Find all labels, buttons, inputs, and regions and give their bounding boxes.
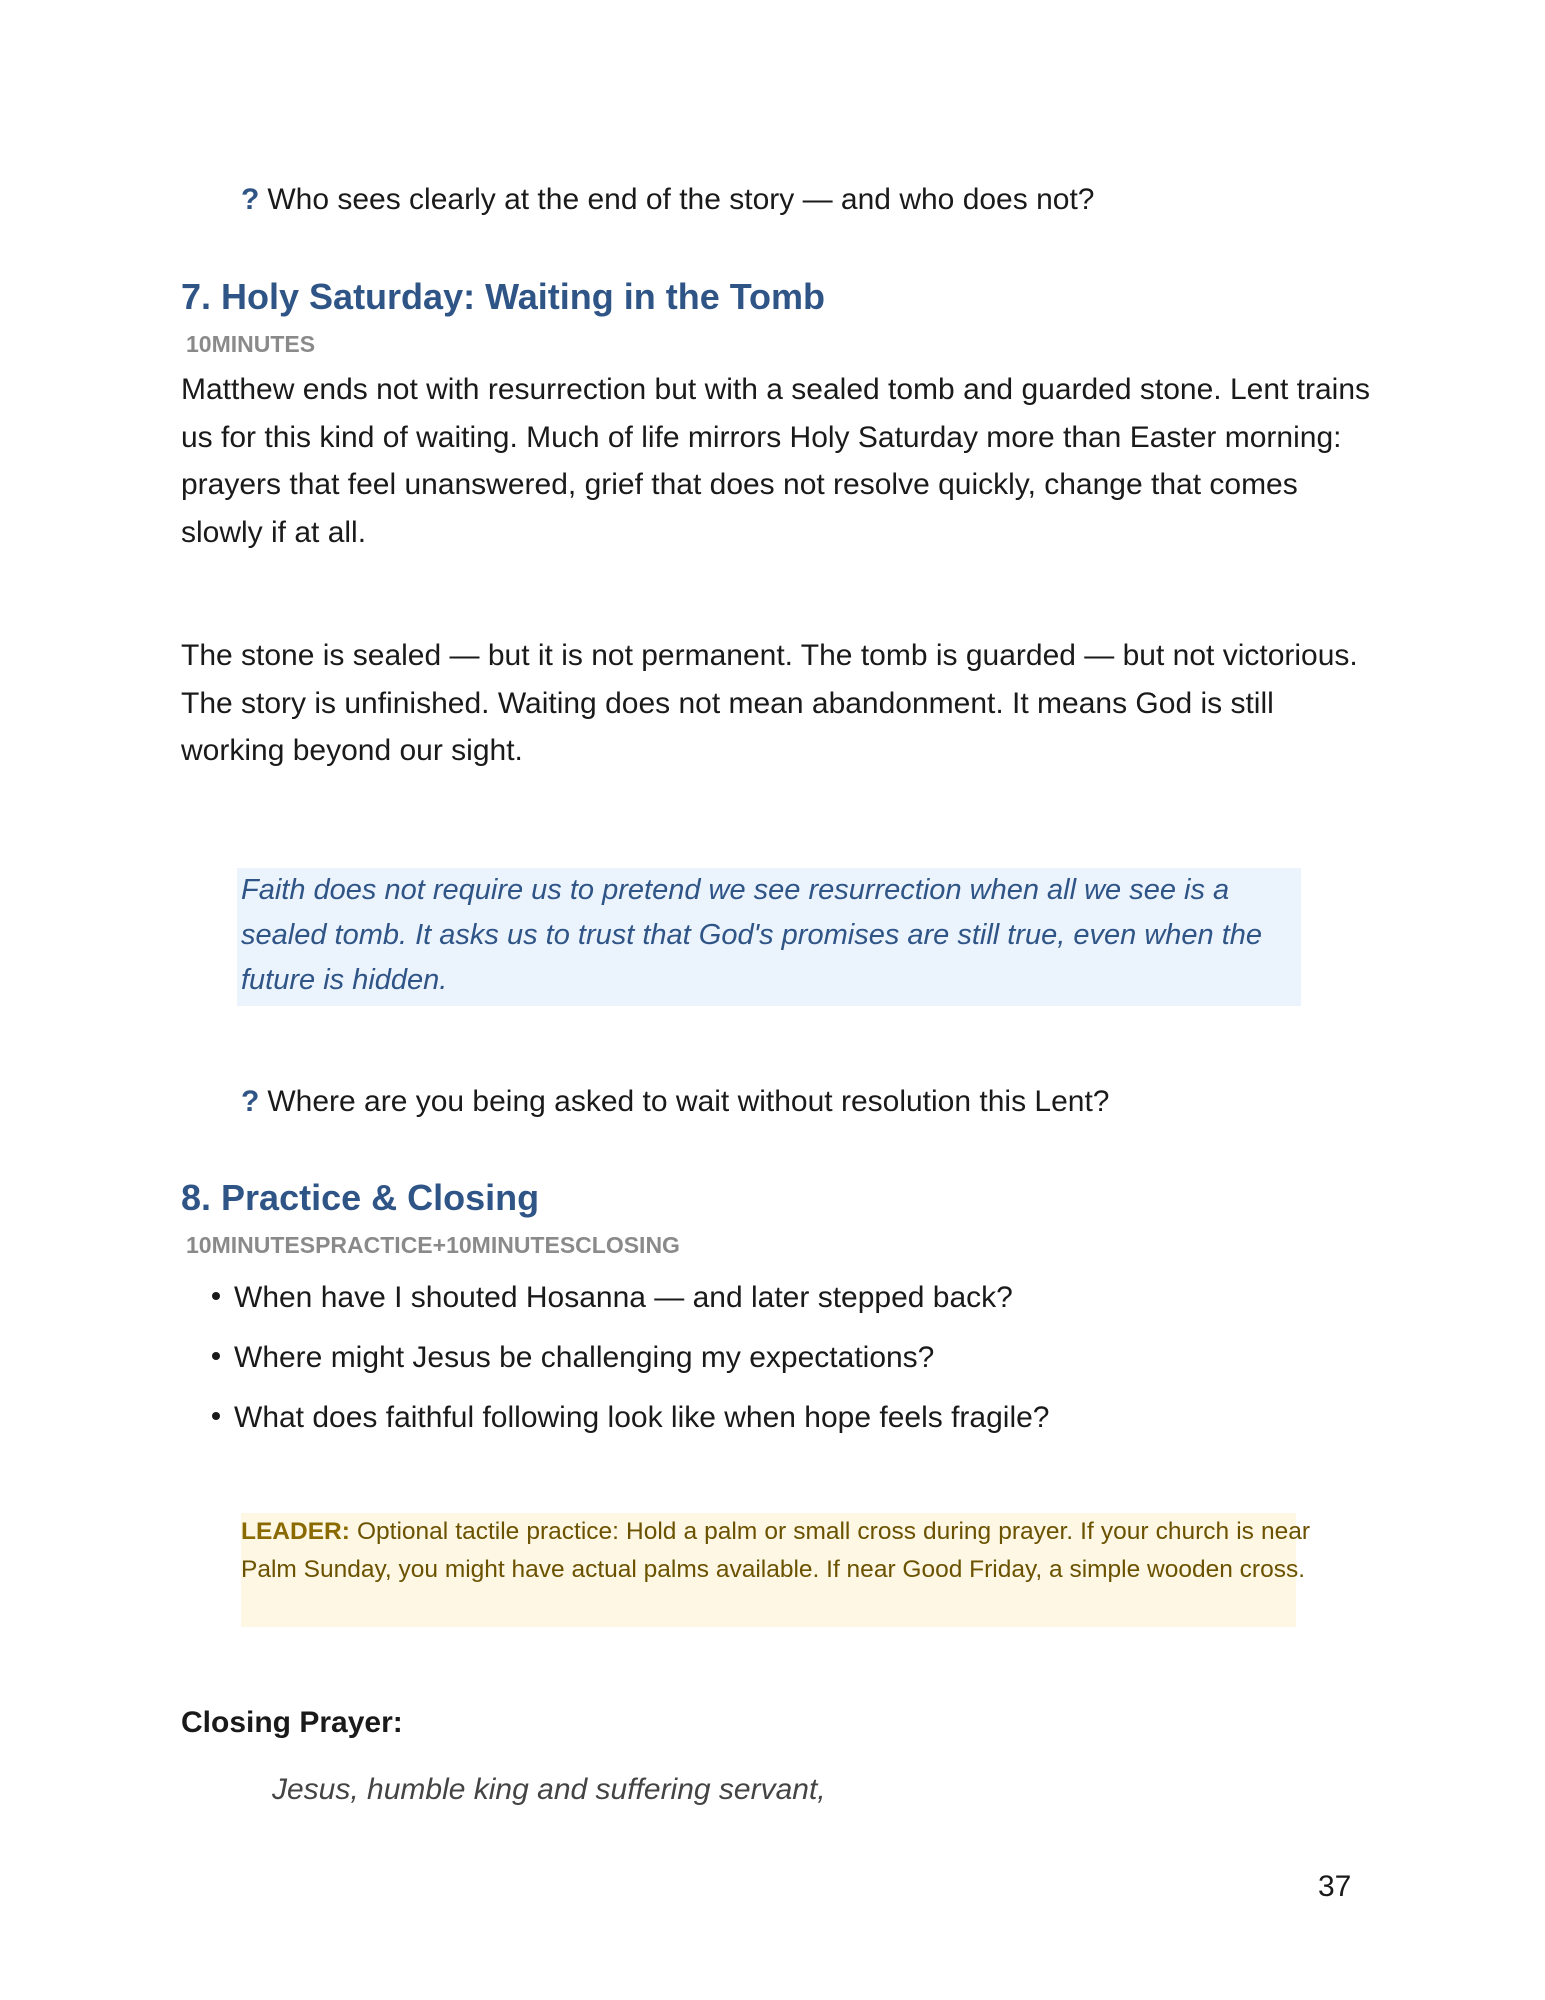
question-mark-icon: ? — [241, 183, 260, 216]
bullet-icon — [212, 1352, 220, 1360]
body-paragraph: Matthew ends not with resurrection but with a sealed tomb and guarded stone. Lent trains us for this kind of waiting. Much of life mirrors Holy Saturday more than Easter morning: prayers that feel unanswered, grief that does not resolve quickly, change that comes slowly if at all. — [181, 373, 1371, 549]
quote-callout — [237, 868, 1301, 1006]
question-text: Who sees clearly at the end of the story — and who does not? — [267, 183, 1095, 216]
duration-label: 10MINUTES — [186, 331, 316, 357]
quote-text: Faith does not require us to pretend we see resurrection when all we see is a sealed tomb. It asks us to trust that God's promises are still true, even when the future is hidden. — [241, 874, 1263, 996]
list-item: Where might Jesus be challenging my expectations? — [212, 1338, 1049, 1378]
reflection-question — [241, 1082, 1109, 1122]
section-heading: 8. Practice & Closing — [181, 1177, 540, 1218]
reflection-list — [212, 1278, 1049, 1458]
list-item: When have I shouted Hosanna — and later stepped back? — [212, 1278, 1049, 1318]
page-number: 37 — [1318, 1870, 1352, 1903]
bullet-icon — [212, 1292, 220, 1300]
reflection-question — [241, 180, 1094, 220]
prayer-line: Jesus, humble king and suffering servant, — [272, 1773, 826, 1806]
list-item: What does faithful following look like when hope feels fragile? — [212, 1398, 1049, 1438]
question-text: Where are you being asked to wait without resolution this Lent? — [267, 1085, 1110, 1118]
leader-note — [241, 1513, 1310, 1627]
duration-label: 10MINUTESPRACTICE+10MINUTESCLOSING — [186, 1232, 680, 1258]
bullet-icon — [212, 1412, 220, 1420]
body-paragraph: The stone is sealed — but it is not permanent. The tomb is guarded — but not victorious. The story is unfinished. Waiting does not mean abandonment. It means God is still working beyond our sight. — [181, 639, 1358, 767]
question-mark-icon: ? — [241, 1085, 260, 1118]
leader-label: LEADER: — [241, 1518, 350, 1545]
closing-prayer-label: Closing Prayer: — [181, 1706, 403, 1739]
section-heading: 7. Holy Saturday: Waiting in the Tomb — [181, 276, 826, 317]
leader-note-text: LEADER: Optional tactile practice: Hold a palm or small cross during prayer. If your church is near Palm Sunday, you might have actual palms available. If near Good Friday, a simple wooden cross. — [241, 1518, 1310, 1583]
